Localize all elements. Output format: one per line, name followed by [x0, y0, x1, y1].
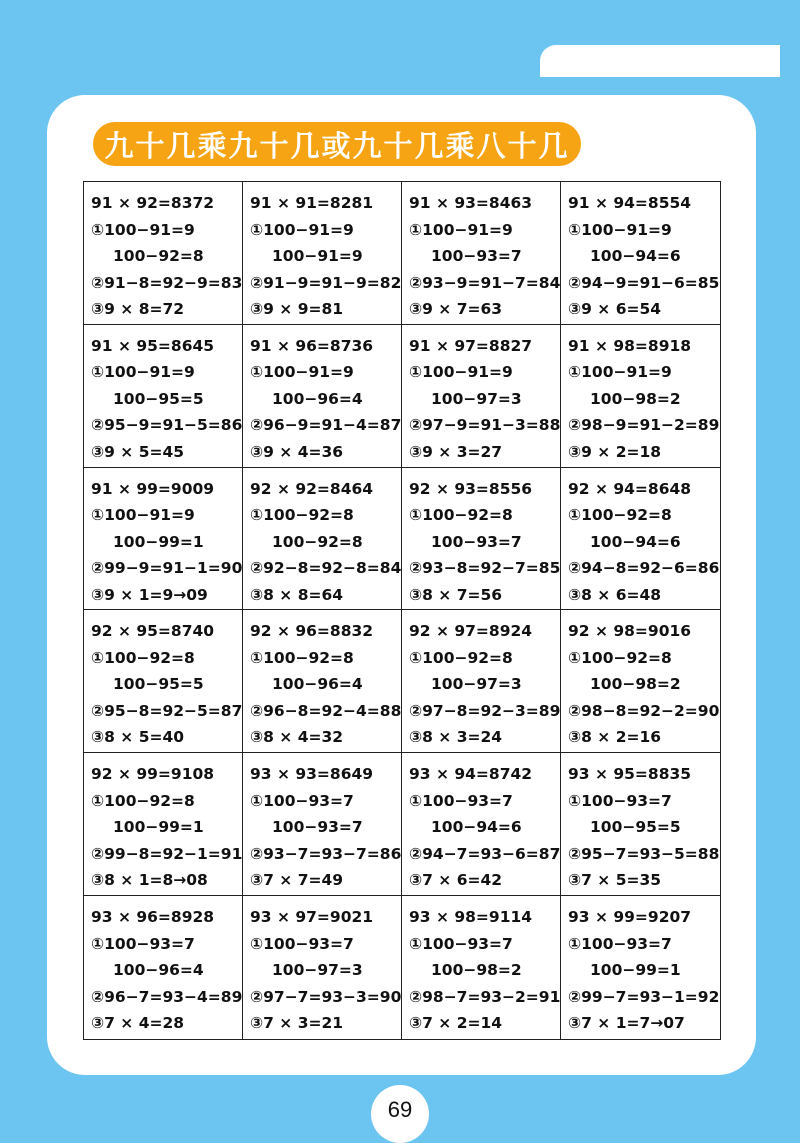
step-2-line: ②91−9=91−9=82	[250, 273, 402, 292]
equation-line: 93 × 93=8649	[250, 765, 374, 784]
step-1-line: ①100−92=8	[568, 506, 672, 525]
step-1-line: ①100−91=9	[91, 363, 195, 382]
step-1b-line: 100−97=3	[431, 675, 522, 694]
step-1-line: ①100−92=8	[409, 506, 513, 525]
step-3-line: ③9 × 6=54	[568, 300, 662, 318]
step-3-line: ③7 × 2=14	[409, 1014, 503, 1033]
page-number: 69	[371, 1085, 429, 1143]
step-3-line: ③7 × 7=49	[250, 871, 344, 890]
grid-cell	[243, 325, 402, 468]
step-3-line: ③7 × 4=28	[91, 1014, 185, 1033]
step-2-line: ②93−9=91−7=84	[409, 273, 561, 292]
grid-cell	[402, 753, 561, 896]
equation-line: 92 × 98=9016	[568, 622, 692, 641]
step-1-line: ①100−91=9	[409, 363, 513, 382]
step-1-line: ①100−93=7	[409, 791, 513, 810]
equation-line: 93 × 96=8928	[91, 908, 215, 927]
equation-line: 91 × 98=8918	[568, 336, 692, 355]
step-3-line: ③8 × 1=8→08	[91, 871, 208, 890]
step-2-line: ②96−8=92−4=88	[250, 701, 402, 720]
step-1b-line: 100−97=3	[272, 961, 363, 980]
grid-cell	[561, 896, 720, 1039]
step-3-line: ③9 × 5=45	[91, 442, 185, 461]
step-1b-line: 100−94=6	[431, 818, 522, 837]
step-1-line: ①100−93=7	[91, 934, 195, 953]
equation-line: 91 × 91=8281	[250, 194, 374, 212]
grid-cell	[243, 610, 402, 753]
step-2-line: ②95−8=92−5=87	[91, 701, 243, 720]
step-1-line: ①100−93=7	[409, 934, 513, 953]
grid-cell	[561, 753, 720, 896]
equation-line: 91 × 97=8827	[409, 336, 533, 355]
step-1b-line: 100−91=9	[272, 247, 363, 265]
equation-line: 92 × 99=9108	[91, 765, 215, 784]
step-1b-line: 100−93=7	[431, 532, 522, 551]
step-1-line: ①100−92=8	[91, 791, 195, 810]
step-1b-line: 100−98=2	[590, 389, 681, 408]
step-3-line: ③7 × 1=7→07	[568, 1014, 685, 1033]
step-3-line: ③8 × 6=48	[568, 585, 662, 604]
step-3-line: ③8 × 8=64	[250, 585, 344, 604]
step-1b-line: 100−92=8	[113, 247, 204, 265]
step-1b-line: 100−95=5	[590, 818, 681, 837]
top-tab-decoration	[540, 45, 780, 77]
step-1-line: ①100−93=7	[250, 934, 354, 953]
step-3-line: ③9 × 3=27	[409, 442, 503, 461]
step-2-line: ②97−9=91−3=88	[409, 416, 561, 435]
grid-cell	[84, 753, 243, 896]
equation-line: 91 × 95=8645	[91, 336, 215, 355]
step-1b-line: 100−99=1	[113, 532, 204, 551]
grid-cell	[243, 182, 402, 325]
step-1-line: ①100−93=7	[250, 791, 354, 810]
step-2-line: ②94−9=91−6=85	[568, 273, 720, 292]
step-1b-line: 100−93=7	[272, 818, 363, 837]
step-1b-line: 100−96=4	[113, 961, 204, 980]
grid-cell	[402, 896, 561, 1039]
step-1-line: ①100−91=9	[409, 220, 513, 239]
step-2-line: ②91−8=92−9=83	[91, 273, 243, 292]
step-2-line: ②92−8=92−8=84	[250, 559, 402, 578]
equation-line: 92 × 96=8832	[250, 622, 374, 641]
step-2-line: ②98−7=93−2=91	[409, 987, 561, 1006]
equation-line: 91 × 92=8372	[91, 194, 215, 212]
step-2-line: ②97−7=93−3=90	[250, 987, 402, 1006]
step-1b-line: 100−92=8	[272, 532, 363, 551]
grid-cell	[84, 896, 243, 1039]
step-2-line: ②96−7=93−4=89	[91, 987, 243, 1006]
step-3-line: ③8 × 5=40	[91, 728, 185, 747]
equation-line: 92 × 92=8464	[250, 479, 374, 498]
step-1-line: ①100−92=8	[91, 648, 195, 667]
equation-line: 91 × 96=8736	[250, 336, 374, 355]
step-2-line: ②94−8=92−6=86	[568, 559, 720, 578]
equation-line: 93 × 94=8742	[409, 765, 533, 784]
step-1b-line: 100−97=3	[431, 389, 522, 408]
grid-cell	[402, 182, 561, 325]
equation-line: 92 × 93=8556	[409, 479, 533, 498]
grid-cell	[84, 468, 243, 611]
equation-line: 92 × 94=8648	[568, 479, 692, 498]
step-1-line: ①100−91=9	[91, 506, 195, 525]
step-2-line: ②96−9=91−4=87	[250, 416, 402, 435]
step-1-line: ①100−92=8	[250, 648, 354, 667]
step-2-line: ②99−7=93−1=92	[568, 987, 720, 1006]
multiplication-grid	[83, 181, 721, 1040]
equation-line: 93 × 99=9207	[568, 908, 692, 927]
grid-cell	[561, 325, 720, 468]
step-1-line: ①100−93=7	[568, 791, 672, 810]
page-title: 九十几乘九十几或九十几乘八十几	[93, 122, 581, 166]
grid-cell	[561, 468, 720, 611]
grid-cell	[84, 610, 243, 753]
equation-line: 93 × 95=8835	[568, 765, 692, 784]
step-2-line: ②99−8=92−1=91	[91, 844, 243, 863]
grid-cell	[84, 325, 243, 468]
equation-line: 91 × 94=8554	[568, 194, 692, 212]
step-3-line: ③9 × 7=63	[409, 300, 503, 318]
equation-line: 92 × 95=8740	[91, 622, 215, 641]
step-2-line: ②94−7=93−6=87	[409, 844, 561, 863]
equation-line: 93 × 97=9021	[250, 908, 374, 927]
step-3-line: ③8 × 4=32	[250, 728, 344, 747]
equation-line: 91 × 93=8463	[409, 194, 533, 212]
equation-line: 91 × 99=9009	[91, 479, 215, 498]
grid-cell	[402, 325, 561, 468]
step-1-line: ①100−91=9	[250, 363, 354, 382]
step-1-line: ①100−92=8	[250, 506, 354, 525]
step-3-line: ③8 × 3=24	[409, 728, 503, 747]
step-3-line: ③7 × 6=42	[409, 871, 503, 890]
grid-cell	[243, 753, 402, 896]
step-1-line: ①100−91=9	[568, 220, 672, 239]
grid-cell	[243, 896, 402, 1039]
step-1-line: ①100−93=7	[568, 934, 672, 953]
step-2-line: ②99−9=91−1=90	[91, 559, 243, 578]
step-1-line: ①100−91=9	[568, 363, 672, 382]
step-1b-line: 100−95=5	[113, 675, 204, 694]
step-3-line: ③9 × 4=36	[250, 442, 344, 461]
step-1b-line: 100−95=5	[113, 389, 204, 408]
step-3-line: ③7 × 3=21	[250, 1014, 344, 1033]
equation-line: 93 × 98=9114	[409, 908, 533, 927]
step-1b-line: 100−98=2	[431, 961, 522, 980]
grid-cell	[84, 182, 243, 325]
grid-cell	[561, 182, 720, 325]
step-3-line: ③8 × 2=16	[568, 728, 662, 747]
step-1b-line: 100−96=4	[272, 675, 363, 694]
grid-cell	[561, 610, 720, 753]
step-1b-line: 100−99=1	[113, 818, 204, 837]
step-2-line: ②93−8=92−7=85	[409, 559, 561, 578]
step-1b-line: 100−98=2	[590, 675, 681, 694]
step-2-line: ②97−8=92−3=89	[409, 701, 561, 720]
step-1b-line: 100−93=7	[431, 247, 522, 265]
step-1-line: ①100−92=8	[568, 648, 672, 667]
step-3-line: ③9 × 2=18	[568, 442, 662, 461]
step-1-line: ①100−91=9	[250, 220, 354, 239]
step-3-line: ③9 × 9=81	[250, 300, 344, 318]
equation-line: 92 × 97=8924	[409, 622, 533, 641]
step-2-line: ②93−7=93−7=86	[250, 844, 402, 863]
step-1b-line: 100−94=6	[590, 247, 681, 265]
step-1-line: ①100−91=9	[91, 220, 195, 239]
grid-cell	[402, 610, 561, 753]
grid-cell	[402, 468, 561, 611]
step-1b-line: 100−94=6	[590, 532, 681, 551]
step-1b-line: 100−99=1	[590, 961, 681, 980]
step-2-line: ②95−7=93−5=88	[568, 844, 720, 863]
step-3-line: ③8 × 7=56	[409, 585, 503, 604]
step-2-line: ②95−9=91−5=86	[91, 416, 243, 435]
step-3-line: ③9 × 1=9→09	[91, 585, 208, 604]
step-1-line: ①100−92=8	[409, 648, 513, 667]
step-1b-line: 100−96=4	[272, 389, 363, 408]
step-2-line: ②98−9=91−2=89	[568, 416, 720, 435]
step-3-line: ③9 × 8=72	[91, 300, 185, 318]
step-3-line: ③7 × 5=35	[568, 871, 662, 890]
step-2-line: ②98−8=92−2=90	[568, 701, 720, 720]
grid-cell	[243, 468, 402, 611]
